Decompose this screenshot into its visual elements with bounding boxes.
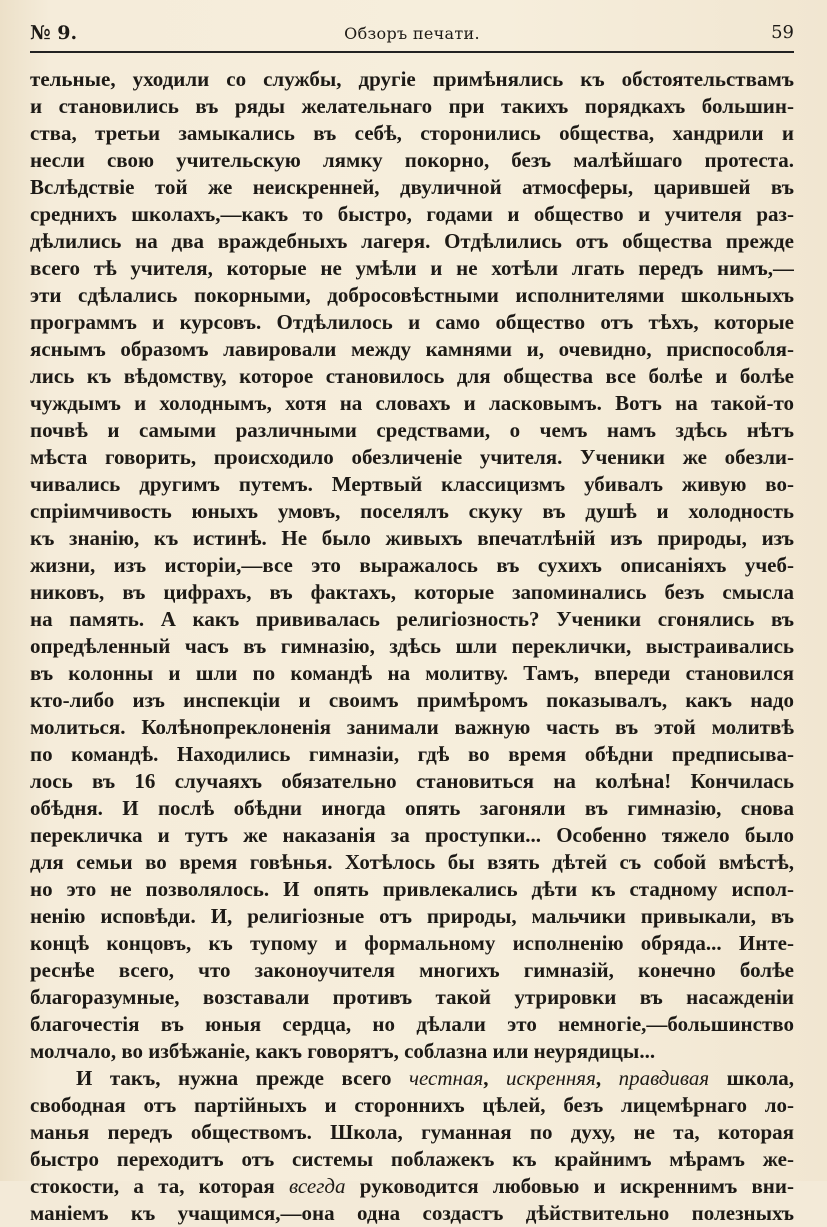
text-line: ства, третьи замыкались въ себѣ, сторонились общества, хандрили и [30, 121, 794, 145]
running-header [30, 18, 794, 48]
text-line: программъ и курсовъ. Отдѣлилось и само общество отъ тѣхъ, которые [30, 310, 794, 334]
text-line: спріимчивость юныхъ умовъ, поселялъ скуку въ душѣ и холодность [30, 499, 794, 523]
text-line: въ колонны и шли по командѣ на молитву. Тамъ, впереди становился [30, 661, 794, 685]
emphasis: всегда [289, 1174, 346, 1198]
text-line: дѣлились на два враждебныхъ лагеря. Отдѣлились отъ общества прежде [30, 229, 794, 253]
text-run: руководится любовью и искреннимъ вни- [345, 1174, 794, 1198]
text-run: , [595, 1066, 619, 1090]
text-line: реснѣе всего, что законоучителя многихъ гимназій, конечно болѣе [30, 958, 794, 982]
text-line: и становились въ ряды желательнаго при такихъ порядкахъ большин- [30, 94, 794, 118]
emphasis: искренняя [506, 1066, 596, 1090]
text-run: стокости, а та, которая [30, 1174, 290, 1198]
text-line-mixed [30, 1173, 794, 1200]
text-line: никовъ, въ цифрахъ, въ фактахъ, которые запоминались безъ смысла [30, 580, 794, 604]
text-line: къ знанію, къ истинѣ. Не было живыхъ впечатлѣній изъ природы, изъ [30, 526, 794, 550]
text-line: молчало, во избѣжаніе, какъ говорятъ, соблазна или неурядицы... [30, 1039, 656, 1063]
text-line: свободная отъ партійныхъ и стороннихъ цѣлей, безъ лицемѣрнаго ло- [30, 1093, 794, 1117]
text-line: яснымъ образомъ лавировали между камнями и, очевидно, приспособля- [30, 337, 794, 361]
text-line-mixed [30, 1065, 794, 1092]
text-line: быстро переходитъ отъ системы поблажекъ къ крайнимъ мѣрамъ же- [30, 1147, 794, 1171]
text-line: лось въ 16 случаяхъ обязательно становиться на колѣна! Кончилась [30, 769, 794, 793]
text-line: на память. А какъ прививалась религіозность? Ученики сгонялись въ [30, 607, 794, 631]
text-line: благоразумные, возставали противъ такой утрировки въ насажденіи [30, 985, 794, 1009]
text-line: чуждымъ и холоднымъ, хотя на словахъ и ласковымъ. Вотъ на такой-то [30, 391, 794, 415]
text-line: для семьи во время говѣнья. Хотѣлось бы взять дѣтей съ собой вмѣстѣ, [30, 850, 794, 874]
text-line: по командѣ. Находились гимназіи, гдѣ во время обѣдни предписыва- [30, 742, 794, 766]
text-line: всего тѣ учителя, которые не умѣли и не хотѣли лгать передъ нимъ,— [30, 256, 794, 280]
text-line: Вслѣдствіе той же неискренней, двуличной атмосферы, царившей въ [30, 175, 794, 199]
text-line: манья передъ обществомъ. Школа, гуманная по духу, не та, которая [30, 1120, 794, 1144]
text-line: перекличка и тутъ же наказанія за проступки... Особенно тяжело было [30, 823, 794, 847]
emphasis: честная [409, 1066, 484, 1090]
running-title: Обзоръ печати. [344, 24, 480, 43]
text-run: школа, [709, 1066, 794, 1090]
text-run: , [483, 1066, 506, 1090]
text-line: эти сдѣлались покорными, добросовѣстными исполнителями школьныхъ [30, 283, 794, 307]
text-line: чивались другимъ путемъ. Мертвый классицизмъ убивалъ живую во- [30, 472, 794, 496]
text-line: среднихъ школахъ,—какъ то быстро, годами и общество и учителя раз- [30, 202, 794, 226]
text-line: но это не позволялось. И опять привлекались дѣти къ стадному испол- [30, 877, 794, 901]
emphasis: правдивая [618, 1066, 710, 1090]
page-number: 59 [771, 22, 794, 43]
text-line: концѣ концовъ, къ тупому и формальному исполненію обряда... Инте- [30, 931, 794, 955]
text-line: молиться. Колѣнопреклоненія занимали важную часть въ этой молитвѣ [30, 715, 794, 739]
text-line: благочестія въ юныя сердца, но дѣлали это немногіе,—большинство [30, 1012, 794, 1036]
text-line: ненію исповѣди. И, религіозные отъ природы, мальчики привыкали, въ [30, 904, 794, 928]
text-line: обѣдня. И послѣ обѣдни иногда опять загоняли въ гимназію, снова [30, 796, 794, 820]
text-line: почвѣ и самыми различными средствами, о чемъ намъ здѣсь нѣтъ [30, 418, 794, 442]
header-rule [30, 51, 794, 53]
text-line: маніемъ къ учащимся,—она одна создастъ дѣйствительно полезныхъ [30, 1201, 794, 1225]
text-line: жизни, изъ исторіи,—все это выражалось въ сухихъ описаніяхъ учеб- [30, 553, 794, 577]
issue-number: № 9. [30, 22, 78, 44]
text-line: несли свою учительскую лямку покорно, безъ малѣйшаго протеста. [30, 148, 794, 172]
text-line: лись къ вѣдомству, которое становилось для общества все болѣе и болѣе [30, 364, 794, 388]
text-line: тельные, уходили со службы, другіе примѣнялись къ обстоятельствамъ [30, 67, 794, 91]
body-text [30, 66, 794, 1227]
text-line: опредѣленный часъ въ гимназію, здѣсь шли переклички, выстраивались [30, 634, 794, 658]
text-line: кто-либо изъ инспекціи и своимъ примѣромъ показывалъ, какъ надо [30, 688, 794, 712]
text-line: мѣста говорить, происходило обезличеніе учителя. Ученики же обезли- [30, 445, 794, 469]
text-run: И такъ, нужна прежде всего [76, 1066, 409, 1090]
